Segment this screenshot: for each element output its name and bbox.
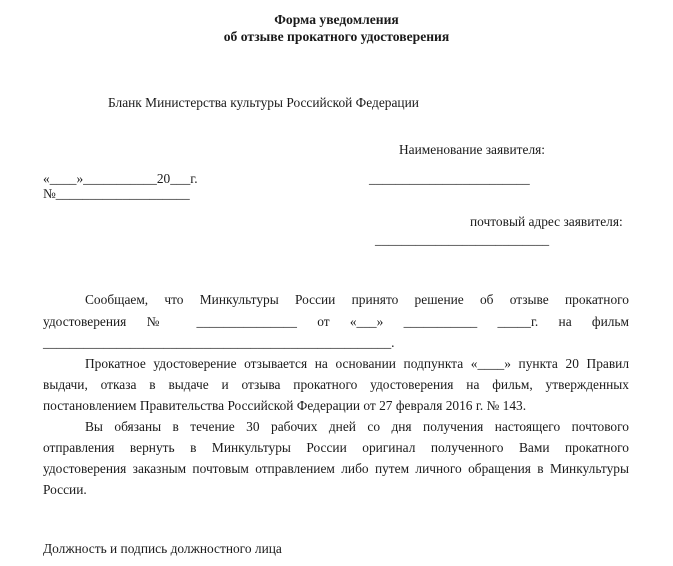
paragraph-1-line-3: ____________________________________________________. <box>43 335 395 350</box>
date-line: «____»___________20___г. <box>43 171 198 186</box>
letterhead-label: Бланк Министерства культуры Российской Федерации <box>108 95 419 110</box>
applicant-name-blank: ________________________ <box>369 171 530 186</box>
paragraph-2-line-2: выдачи, отказа в выдаче и отзыва прокатного удостоверения на фильм, утвержденных <box>43 377 629 392</box>
applicant-address-label: почтовый адрес заявителя: <box>470 214 623 229</box>
applicant-address-blank: __________________________ <box>375 232 550 247</box>
applicant-name-label: Наименование заявителя: <box>399 142 546 157</box>
document-number-line: №____________________ <box>43 186 190 201</box>
paragraph-1-line-1: Сообщаем, что Минкультуры России принято решение об отзыве прокатного <box>85 292 629 307</box>
paragraph-3-line-4: России. <box>43 482 87 497</box>
paragraph-3-line-3: удостоверения заказным почтовым отправлением либо путем личного обращения в Минкультуры <box>43 461 629 476</box>
form-title-line1: Форма уведомления <box>274 12 399 27</box>
paragraph-3-line-2: отправления вернуть в Минкультуры России оригинал полученного Вами прокатного <box>43 440 629 455</box>
paragraph-2-line-1: Прокатное удостоверение отзывается на основании подпункта «____» пункта 20 Правил <box>85 356 629 371</box>
signature-label: Должность и подпись должностного лица <box>43 541 282 556</box>
paragraph-3-line-1: Вы обязаны в течение 30 рабочих дней со дня получения настоящего почтового <box>85 419 629 434</box>
paragraph-1-line-2: удостоверения № _______________ от «___» ___________ _____г. на фильм <box>43 314 629 329</box>
paragraph-2-line-3: постановлением Правительства Российской Федерации от 27 февраля 2016 г. № 143. <box>43 398 527 413</box>
form-title-line2: об отзыве прокатного удостоверения <box>223 29 450 44</box>
